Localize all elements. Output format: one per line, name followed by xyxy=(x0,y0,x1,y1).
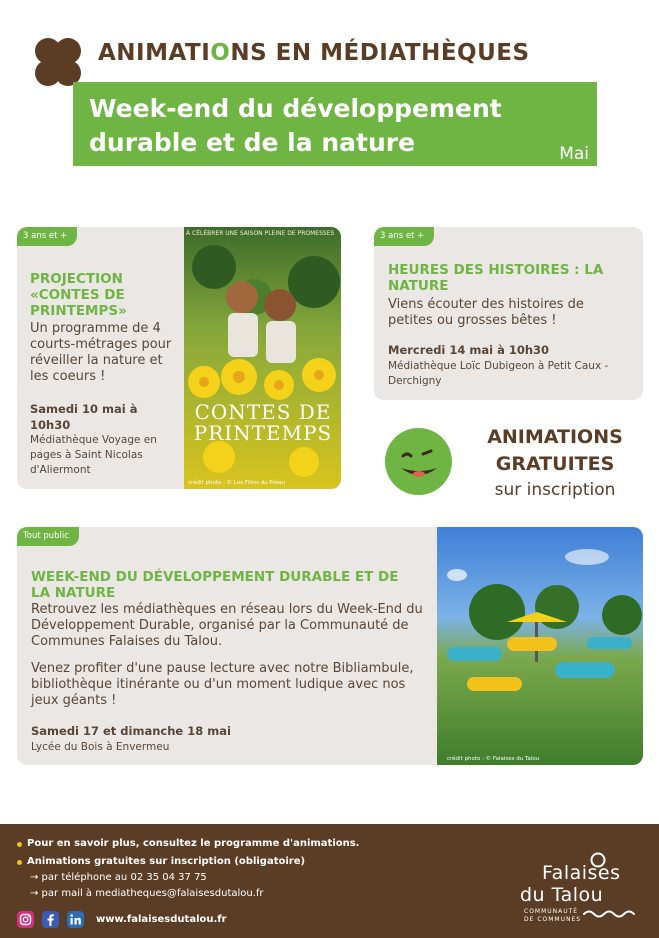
age-badge: 3 ans et + xyxy=(374,227,434,246)
card-description: Venez profiter d'une pause lecture avec notre Bibliambule, bibliothèque itinérante ou d'un moment ludique avec nos jeux géants ! xyxy=(31,661,414,708)
footer-info: Pour en savoir plus, consultez le programme d'animations. xyxy=(27,838,360,849)
card-date: Samedi 17 et dimanche 18 mai xyxy=(31,724,231,738)
card-description: Retrouvez les médiathèques en réseau lors du Week-End du Développement Durable, organisé par la Communauté de Communes Falaises du Talou. xyxy=(31,602,423,649)
card-title: PROJECTION «CONTES DE PRINTEMPS» xyxy=(30,271,127,319)
card-description: Un programme de 4 courts-métrages pour réveiller la nature et les coeurs ! xyxy=(30,321,172,384)
page-title: ANIMATIONS EN MÉDIATHÈQUES xyxy=(98,40,530,66)
age-badge: Tout public xyxy=(17,527,79,546)
card-place: Lycée du Bois à Envermeu xyxy=(31,741,170,753)
free-animations-subheading: sur inscription xyxy=(494,480,616,500)
footer-phone-line: → par téléphone au 02 35 04 37 75 xyxy=(30,872,207,883)
card-title: WEEK-END DU DÉVELOPPEMENT DURABLE ET DE LA NATURE xyxy=(31,569,399,601)
film-poster xyxy=(184,227,341,489)
card-date: Samedi 10 mai à 10h30 xyxy=(30,402,138,432)
poster-title: CONTES DE PRINTEMPS xyxy=(193,400,333,445)
free-animations-heading: ANIMATIONS GRATUITES xyxy=(487,426,623,475)
event-photo xyxy=(437,527,643,765)
card-description: Viens écouter des histoires de petites ou grosses bêtes ! xyxy=(388,297,584,328)
brand-name-line2: du Talou xyxy=(520,884,604,906)
footer-mail-line: → par mail à mediatheques@falaisesdutalou.fr xyxy=(30,888,264,899)
card-date: Mercredi 14 mai à 10h30 xyxy=(388,343,550,357)
card-place: Médiathèque Loïc Dubigeon à Petit Caux - Derchigny xyxy=(388,360,609,387)
footer-info: Animations gratuites sur inscription (obligatoire) xyxy=(27,856,306,867)
poster-illustration xyxy=(184,227,341,489)
age-badge: 3 ans et + xyxy=(17,227,77,246)
card-place: Médiathèque Voyage en pages à Saint Nicolas d'Aliermont xyxy=(30,434,157,476)
month-label: Mai xyxy=(559,144,589,164)
falaises-du-talou-logo xyxy=(512,850,642,930)
brand-subtitle-line1: COMMUNAUTÉ xyxy=(524,908,579,915)
linkedin-icon[interactable] xyxy=(67,911,84,928)
email-link[interactable]: mediatheques@falaisesdutalou.fr xyxy=(95,888,264,899)
title-band xyxy=(73,82,597,166)
phone-number[interactable]: 02 35 04 37 75 xyxy=(130,872,207,883)
poster-tagline: À CÉLÉBRER UNE SAISON PLEINE DE PROMESSES xyxy=(186,230,335,237)
brand-wave-icon xyxy=(582,908,642,920)
card-title: HEURES DES HISTOIRES : LA NATURE xyxy=(388,262,604,294)
instagram-icon[interactable] xyxy=(17,911,34,928)
photo-credit: crédit photo : © Les Films du Préau xyxy=(188,480,286,486)
event-title: Week-end du développement durable et de la nature xyxy=(89,94,502,157)
smiley-icon xyxy=(385,428,452,495)
facebook-icon[interactable] xyxy=(42,911,59,928)
brand-name-line1: Falaises xyxy=(542,862,621,884)
brand-subtitle-line2: DE COMMUNES xyxy=(524,916,582,923)
website-link[interactable]: www.falaisesdutalou.fr xyxy=(96,914,227,925)
photo-credit: crédit photo : © Falaises du Talou xyxy=(447,756,540,762)
card-stories xyxy=(374,227,643,400)
event-photo-illustration xyxy=(437,527,643,765)
bullet-icon xyxy=(17,860,22,865)
bullet-icon xyxy=(17,842,22,847)
